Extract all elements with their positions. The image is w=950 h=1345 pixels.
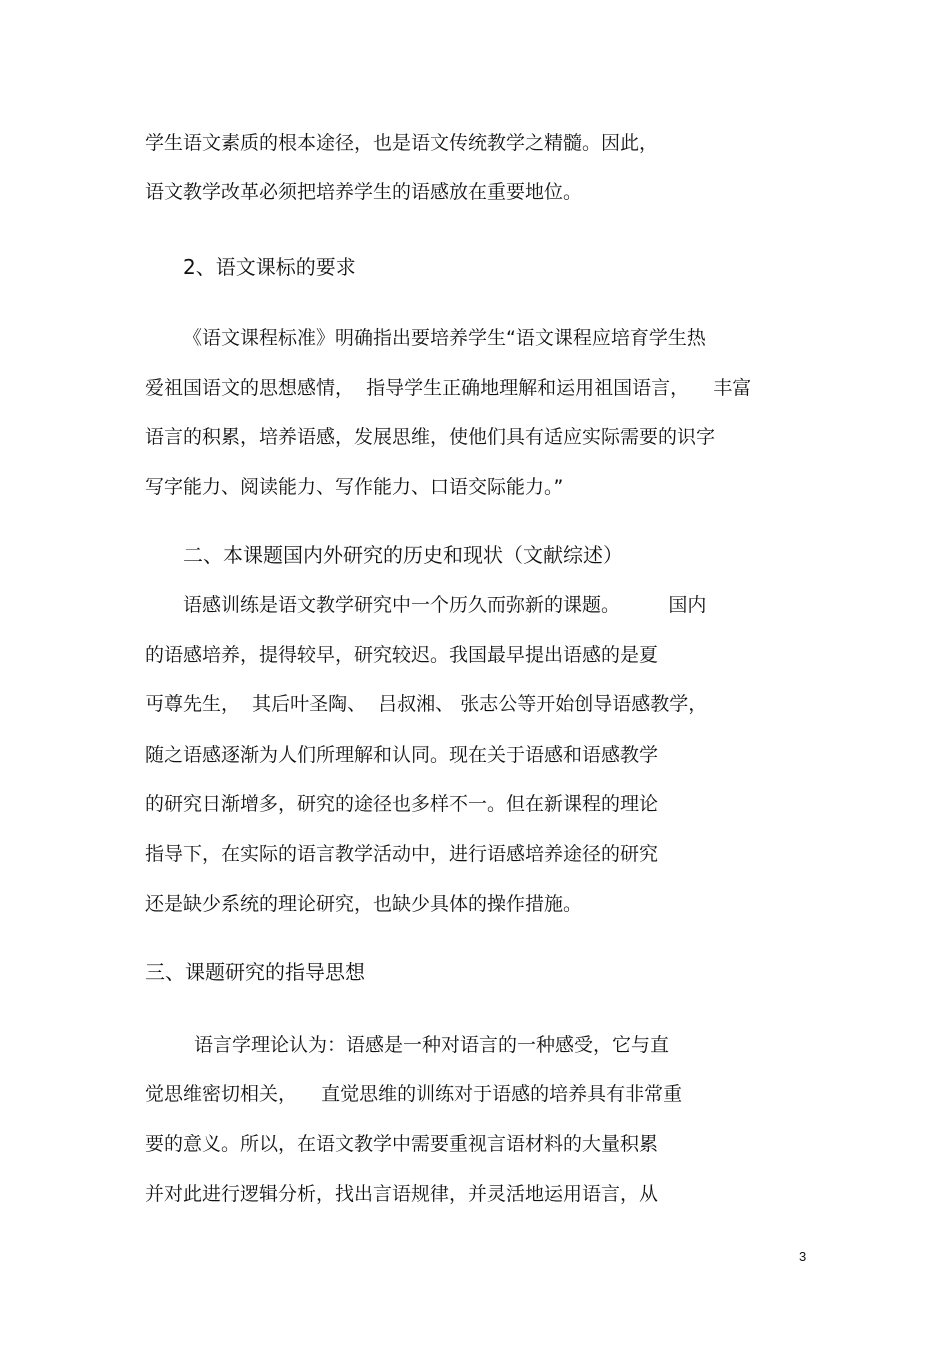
text-line: 学生语文素质的根本途径，也是语文传统教学之精髓。因此，: [145, 132, 659, 154]
text-line: 觉思维密切相关， 直觉思维的训练对于语感的培养具有非常重: [145, 1083, 683, 1105]
section-heading: 二、本课题国内外研究的历史和现状（文献综述）: [183, 543, 623, 567]
text-line: 语文教学改革必须把培养学生的语感放在重要地位。: [145, 181, 583, 203]
text-line: 随之语感逐渐为人们所理解和认同。现在关于语感和语感教学: [145, 744, 659, 766]
text-line: 丏尊先生， 其后叶圣陶、 吕叔湘、 张志公等开始创导语感教学，: [145, 693, 708, 715]
text-line: 还是缺少系统的理论研究，也缺少具体的操作措施。: [145, 893, 583, 915]
text-line: 写字能力、阅读能力、写作能力、口语交际能力。”: [145, 476, 564, 498]
section-heading: 2、语文课标的要求: [183, 255, 356, 279]
text-line: 语言的积累，培养语感，发展思维，使他们具有适应实际需要的识字: [145, 426, 716, 448]
text-line: 的研究日渐增多，研究的途径也多样不一。但在新课程的理论: [145, 793, 659, 815]
section-heading: 三、课题研究的指导思想: [145, 960, 365, 984]
text-line: 要的意义。所以，在语文教学中需要重视言语材料的大量积累: [145, 1133, 659, 1155]
text-line: 指导下，在实际的语言教学活动中，进行语感培养途径的研究: [145, 843, 659, 865]
text-line: 语言学理论认为：语感是一种对语言的一种感受，它与直: [194, 1034, 670, 1056]
text-line: 爱祖国语文的思想感情， 指导学生正确地理解和运用祖国语言， 丰富: [145, 377, 752, 399]
text-line: 的语感培养，提得较早，研究较迟。我国最早提出语感的是夏: [145, 644, 659, 666]
text-line: 《语文课程标准》明确指出要培养学生“语文课程应培育学生热: [183, 327, 706, 349]
text-line: 并对此进行逻辑分析，找出言语规律，并灵活地运用语言，从: [145, 1183, 659, 1205]
text-line: 语感训练是语文教学研究中一个历久而弥新的课题。 国内: [183, 594, 707, 616]
page-number: 3: [799, 1249, 807, 1264]
